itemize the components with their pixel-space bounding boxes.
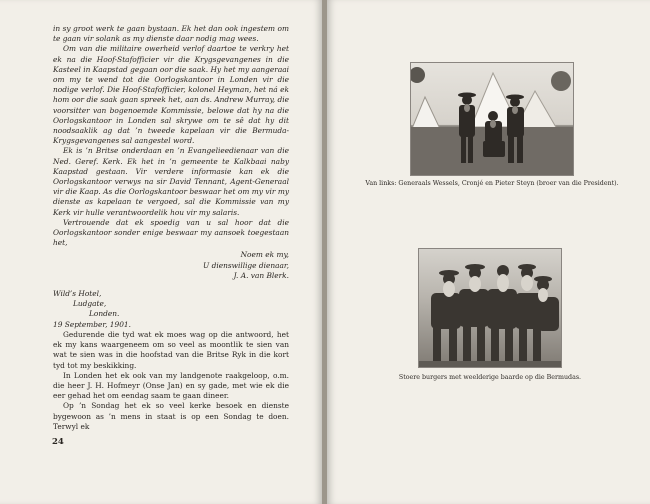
paragraph: In Londen het ek ook van my landgenote raakgeloop, o.m. die heer J. H. Hofmeyr (Onse Jan) en sy gade, met wie ek die eer gehad het om eendag saam te gaan dineer. <box>53 370 289 401</box>
signature-line: U dienswillige dienaar, <box>203 260 289 270</box>
photo-caption: Stoere burgers met weelderige baarde op die Bermudas. <box>398 374 582 381</box>
paragraph: Vertrouende dat ek spoedig van u sal hoor dat die Oorlogskantoor sonder enige beswaar my aansoek toegestaan het, <box>53 217 289 248</box>
signature-line: Noem ek my, <box>240 250 289 260</box>
left-page <box>0 0 322 504</box>
letter-address <box>53 289 289 330</box>
address-line: Londen. <box>89 309 120 319</box>
address-line: Ludgate, <box>73 299 107 309</box>
paragraph: Gedurende die tyd wat ek moes wag op die antwoord, het ek my kans waargeneem om so veel as moontlik te sien van wat te sien was in die hoofstad van die Britse Ryk in die kort tyd tot my beskikking. <box>53 329 289 370</box>
letter-date: 19 September, 1901. <box>53 319 131 329</box>
signature-line: J. A. van Blerk. <box>233 270 289 280</box>
page-number: 24 <box>52 437 64 447</box>
photo-generals <box>410 62 574 176</box>
photo-burghers <box>418 248 562 368</box>
paragraph: Op ’n Sondag het ek so veel kerke besoek en dienste bygewoon as ’n mens in staat is op een Sondag te doen. Terwyl ek <box>53 401 289 431</box>
photo-caption: Van links: Generaals Wessels, Cronjé en Pieter Steyn (broer van die President). <box>365 180 619 187</box>
paragraph: Om van die militaire owerheid verlof daartoe te verkry het ek na die Hoof-Stafofficier vir die Krygsgevangenes in die Kasteel in Kaapstad gegaan oor die saak. Hy het my aangeraai om my te wend tot die Oorlogskantoor in Londen vir die nodige verlof. Die Hoof-Stafofficier, kolonel Heyman, het ná ek hom oor die saak gaan spreek het, aan ds. Andrew Murray, die voorsitter van bogenoemde Kommissie, belowe dat hy na die Oorlogskantoor in Londen sal skrywe om te sê dat hy dit noodsaaklik ag dat ’n tweede kapelaan vir die Bermuda-Krygsgevangenes sal aangestel word. <box>53 44 289 146</box>
body-text <box>53 24 289 432</box>
paragraph: Ek is ’n Britse onderdaan en ’n Evangelieedienaar van die Ned. Geref. Kerk. Ek het in ’n gemeente te Kalkbaai naby Kaapstad gestaan. Vir verdere informasie kan ek die Oorlogskantoor verwys na sir David Tennant, Agent-Generaal vir die Kaap. As die Oorlogskantoor beswaar het om my vir my dienste as kapelaan te vergoed, sal die Kommissie van my Kerk vir hulle verantwoordelik hou vir my salaris. <box>53 146 289 217</box>
letter-signature <box>53 250 289 281</box>
address-line: Wild’s Hotel, <box>53 289 102 299</box>
paragraph: in sy groot werk te gaan bystaan. Ek het dan ook ingestem om te gaan vir solank as my dienste daar nodig mag wees. <box>53 24 289 44</box>
